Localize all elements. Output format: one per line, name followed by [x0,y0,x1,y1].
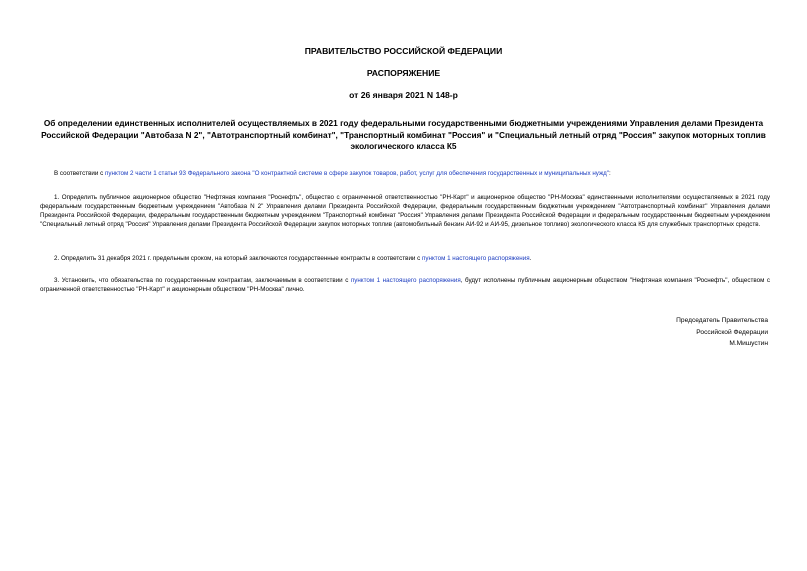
paragraph-2-suffix: . [529,255,532,262]
signature-organization: Российской Федерации [696,328,768,336]
paragraph-3-prefix: 3. Установить, что обязательства по государственным контрактам, заключаемым в соответствии с [54,277,351,284]
paragraph-2 [40,254,770,263]
paragraph-1-text: 1. Определить публичное акционерное общество "Нефтяная компания "Роснефть", общество с ограниченной ответственностью "РН-Карт" и акционерное общество "РН-Москва" единственными исполнителями осуществляемых в 2021 году федеральным государственным бюджетным учреждением "Автобаза N 2" Управления делами Президента Российской Федерации, федеральным государственным бюджетным учреждением "Автотранспортный комбинат" Управления делами Президента Российской Федерации, федеральным государственным бюджетным учреждением "Транспортный комбинат "Россия" Управления делами Президента Российской Федерации и федеральным государственным бюджетным учреждением "Специальный летный отряд "Россия" Управления делами Президента Российской Федерации закупок моторных топлив (автомобильный бензин АИ-92 и АИ-95, дизельное топливо) экологического класса К5 для служебных транспортных средств. [40,194,770,229]
signature-block [568,315,768,350]
document-date-number: от 26 января 2021 N 148-р [349,90,458,100]
paragraph-3 [40,276,770,294]
signature-name: М.Мишустин [729,340,768,348]
federal-law-link[interactable]: пунктом 2 части 1 статьи 93 Федерального закона "О контрактной системе в сфере закупок товаров, работ, услуг для обеспечения государственных и муниципальных нужд" [104,170,610,177]
paragraph-1-reference-link[interactable]: пунктом 1 настоящего распоряжения [422,255,530,262]
government-heading: ПРАВИТЕЛЬСТВО РОССИЙСКОЙ ФЕДЕРАЦИИ [304,46,503,56]
intro-paragraph [40,169,770,178]
document-type-heading: РАСПОРЯЖЕНИЕ [366,68,441,78]
paragraph-2-prefix: 2. Определить 31 декабря 2021 г. предельным сроком, на который заключаются государственные контракты в соответствии с [54,255,423,262]
document-title: Об определении единственных исполнителей осуществляемых в 2021 году федеральными государственными бюджетными учреждениями Управления делами Президента Российской Федерации "Автобаза N 2", "Автотранспортный комбинат", "Транспортный комбинат "Россия" и "Специальный летный отряд "Россия" закупок моторных топлив экологического класса К5 [41,118,766,151]
paragraph-1-reference-link-2[interactable]: пунктом 1 настоящего распоряжения [350,277,461,284]
paragraph-3-suffix: , будут исполнены публичным акционерным обществом "Нефтяная компания "Роснефть", обществом с ограниченной ответственностью "РН-Карт" и акционерным обществом "РН-Москва" лично. [40,277,770,294]
paragraph-1 [40,193,770,229]
signature-position: Председатель Правительства [676,317,768,324]
intro-suffix: : [609,170,611,177]
intro-prefix: В соответствии с [54,170,105,177]
